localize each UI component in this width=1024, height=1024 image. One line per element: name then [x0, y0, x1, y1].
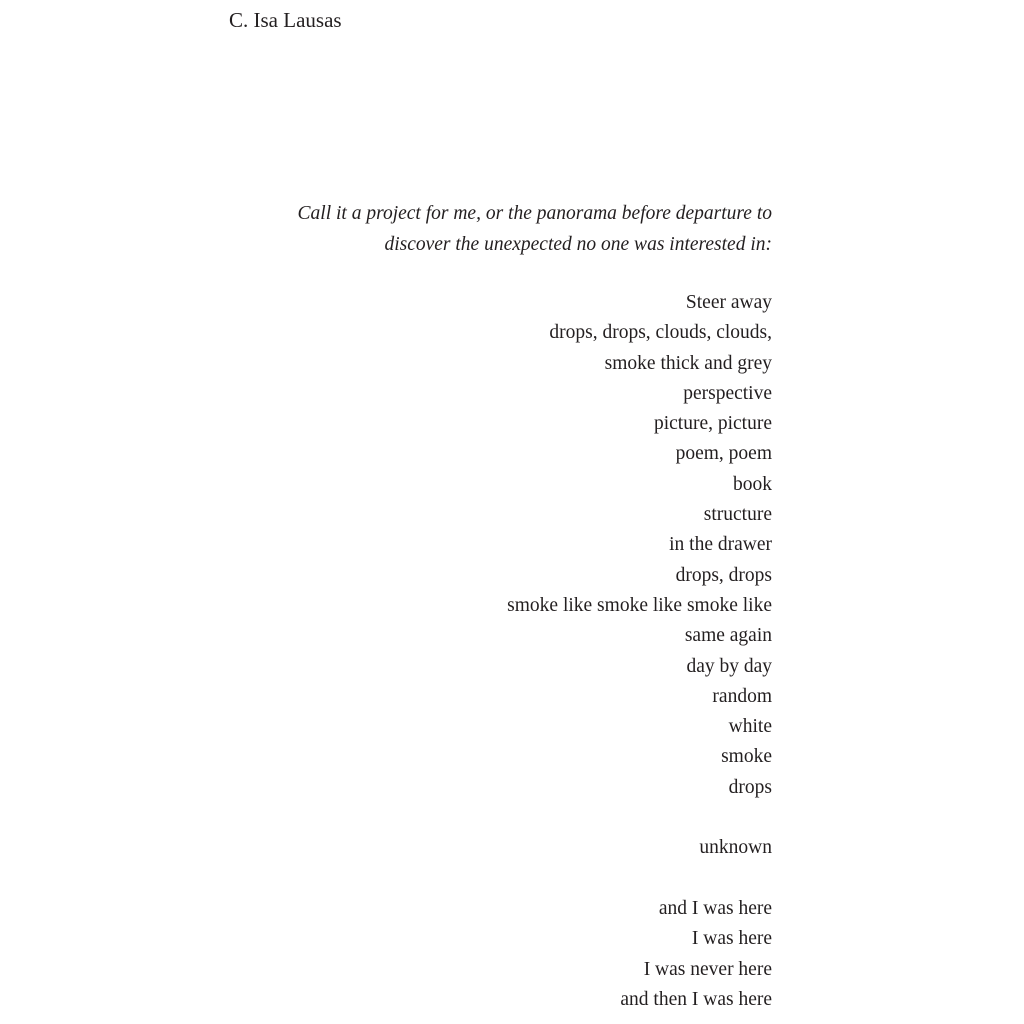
poem-line: drops, drops, clouds, clouds, — [549, 322, 772, 344]
poem-line: picture, picture — [653, 413, 772, 435]
poem-line: I was never here — [643, 958, 772, 980]
poem-line: unknown — [699, 837, 772, 859]
poem-line: in the drawer — [669, 534, 772, 556]
poem-line: structure — [703, 504, 772, 526]
poem-body — [172, 288, 772, 1015]
stanza-break — [172, 803, 772, 833]
poem-line: smoke — [721, 746, 772, 768]
epigraph-line: discover the unexpected no one was interested in: — [384, 234, 772, 255]
poem-line: same again — [684, 625, 772, 647]
poem-line: random — [712, 685, 772, 707]
poem-line: book — [733, 473, 772, 495]
poem-line: perspective — [683, 382, 772, 404]
poem-line: smoke like smoke like smoke like — [507, 594, 772, 616]
poem-line: drops — [728, 776, 772, 798]
poem-line: smoke thick and grey — [604, 352, 772, 374]
stanza-break — [172, 864, 772, 894]
poem-line: day by day — [686, 655, 772, 677]
epigraph-line: Call it a project for me, or the panorama before departure to — [297, 203, 772, 224]
poem-line: I was here — [691, 928, 772, 950]
epigraph — [172, 198, 772, 260]
poem-line: and I was here — [658, 897, 772, 919]
poem-line: and then I was here — [620, 988, 772, 1010]
poem-line: drops, drops — [675, 564, 772, 586]
poem-line: Steer away — [685, 292, 772, 313]
poem-line: poem, poem — [675, 443, 772, 465]
author-name: C. Isa Lausas — [229, 8, 342, 32]
poem-line: white — [728, 716, 772, 738]
